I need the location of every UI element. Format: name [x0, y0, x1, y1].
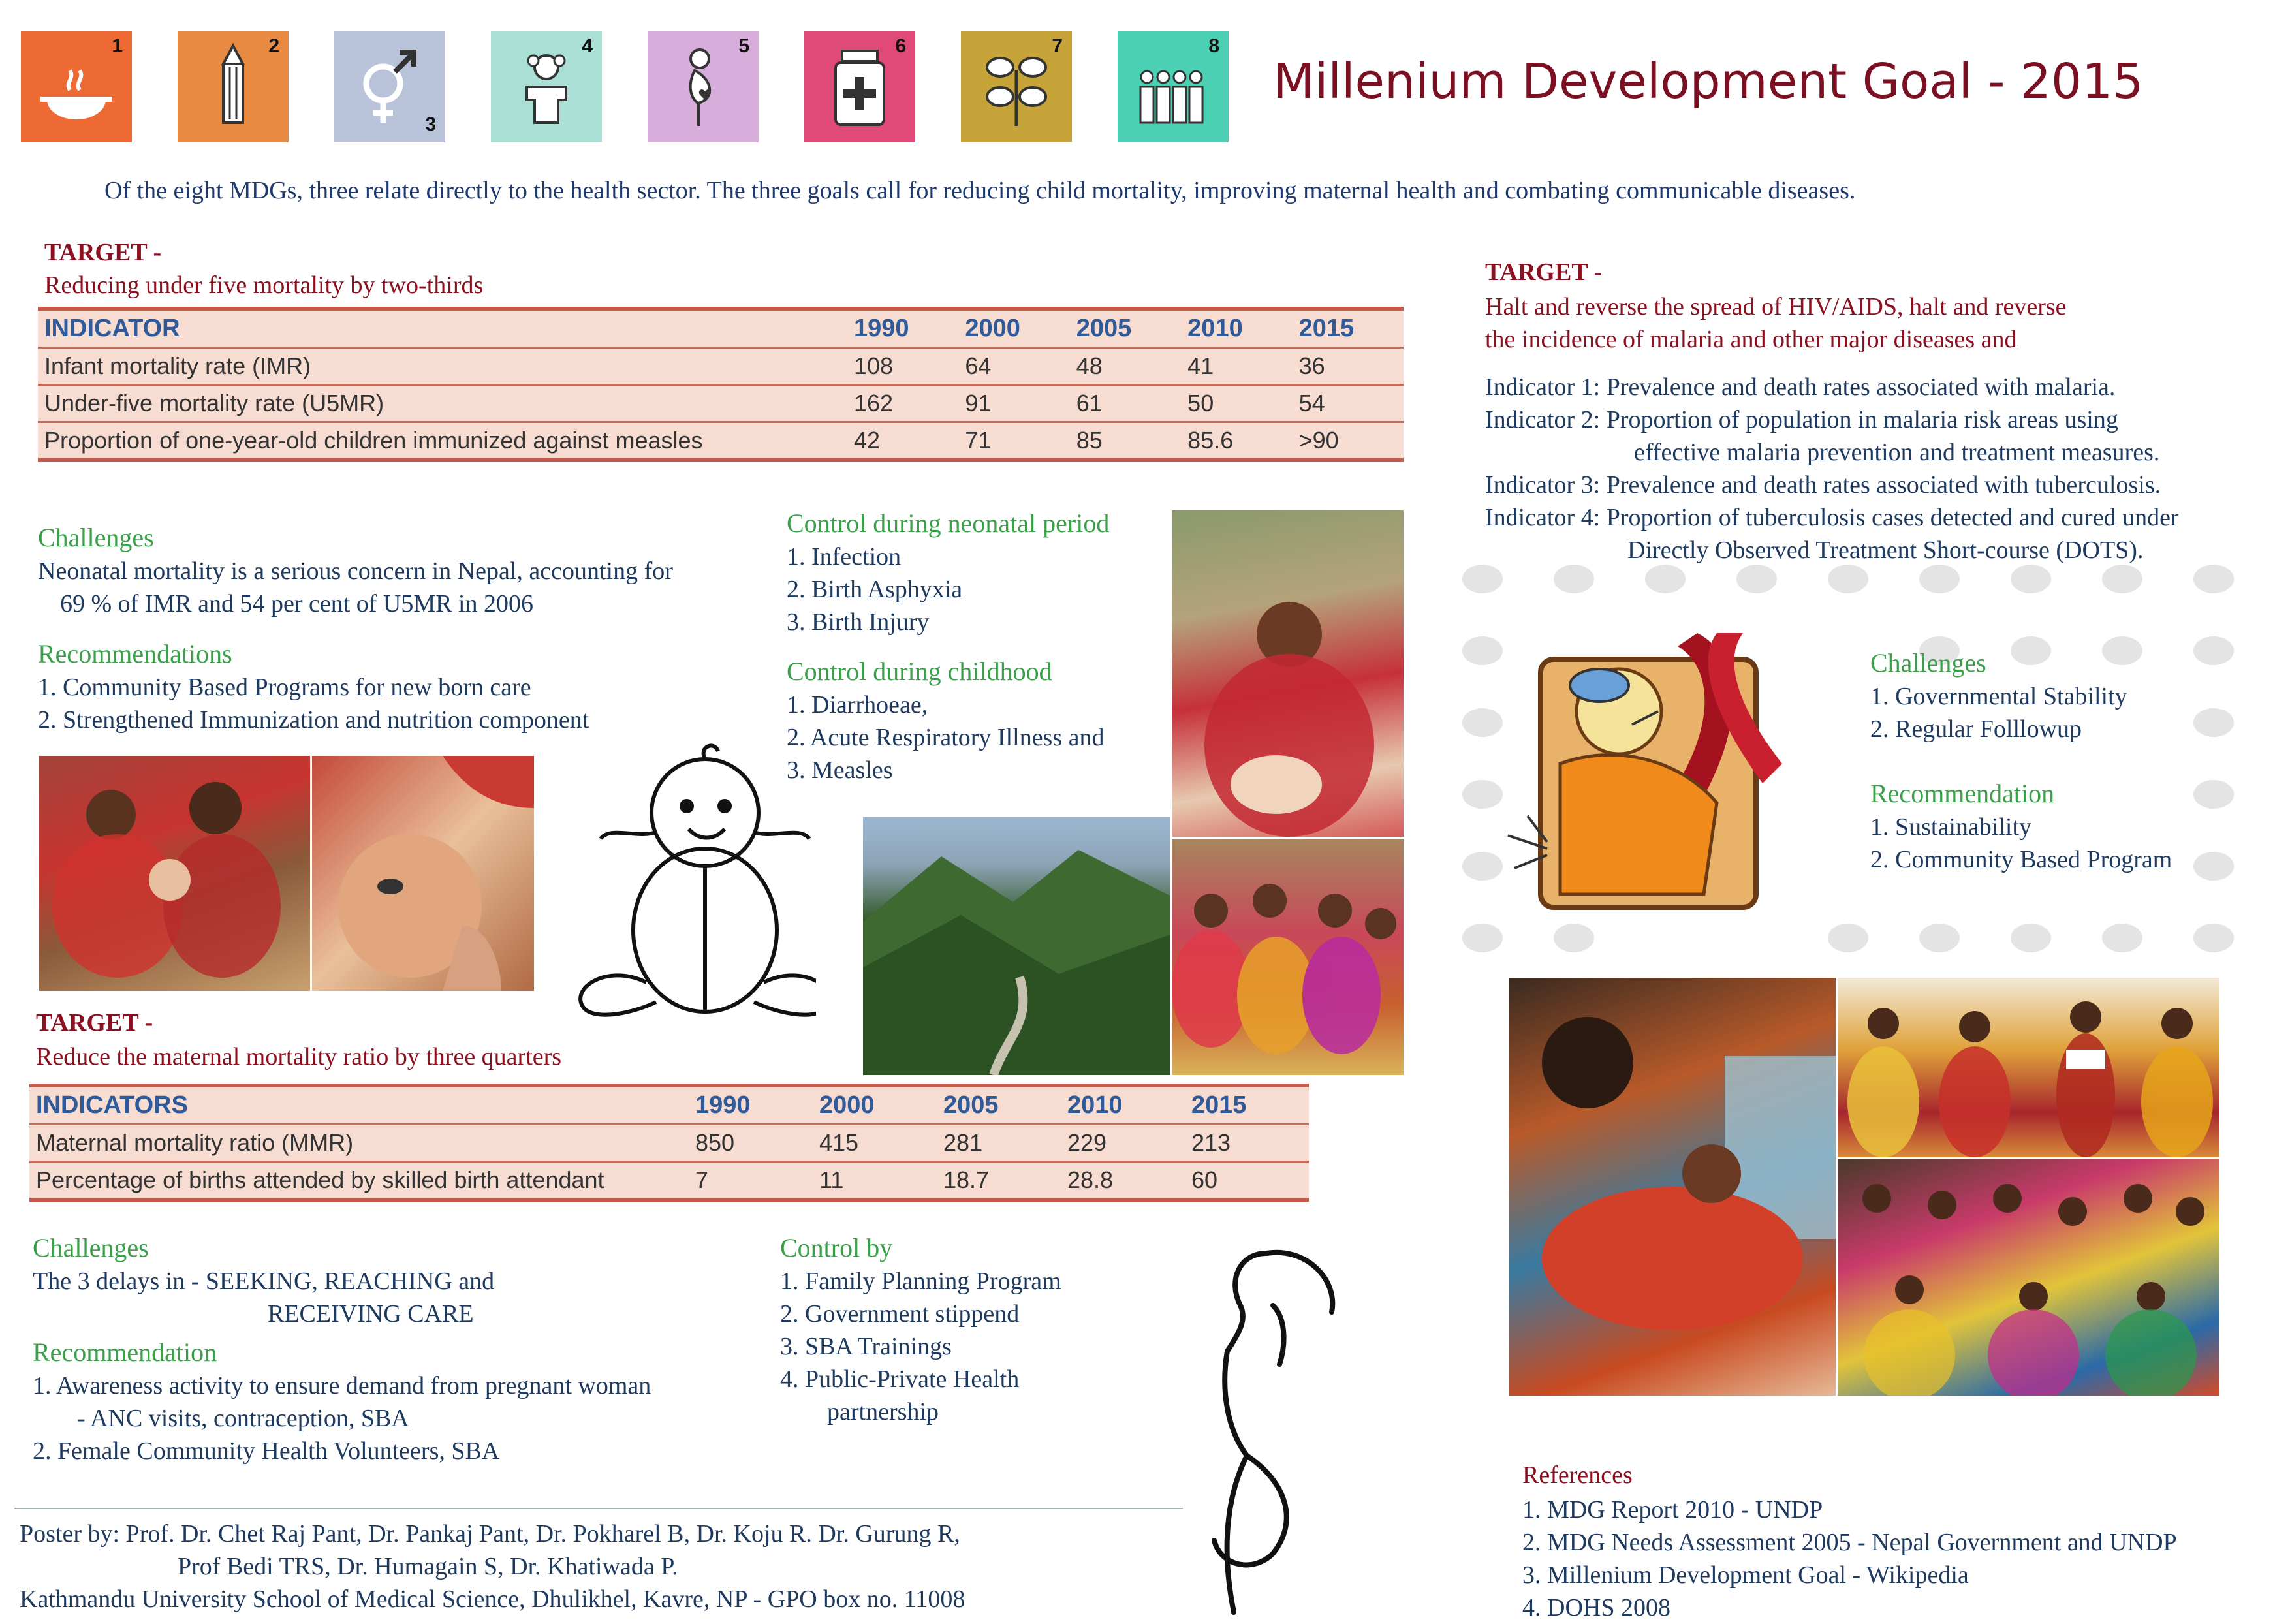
pregnant-woman-illustration	[1188, 1214, 1358, 1619]
table-cell: 41	[1181, 348, 1292, 385]
maternal-indicator-table	[29, 1084, 1309, 1202]
text-line: Neonatal mortality is a serious concern in Nepal, accounting for	[38, 557, 673, 585]
text-line: 69 % of IMR and 54 per cent of U5MR in 2006	[60, 590, 534, 617]
mdg-goal-8-icon	[1118, 31, 1229, 142]
table-cell: 71	[958, 422, 1069, 459]
mdg-goal-2-icon	[178, 31, 289, 142]
text-line: RECEIVING CARE	[268, 1300, 474, 1328]
table-header-cell: 2010	[1187, 315, 1243, 342]
list-item: 2. MDG Needs Assessment 2005 - Nepal Government and UNDP	[1522, 1529, 2177, 1556]
list-item: 1. Awareness activity to ensure demand from pregnant woman	[33, 1372, 651, 1399]
photo-community-gathering	[1838, 1159, 2219, 1396]
disease-target-label: TARGET -	[1485, 258, 1603, 286]
table-cell: 91	[958, 385, 1069, 422]
table-header-cell: 1990	[854, 315, 909, 342]
child-target-text: Reducing under five mortality by two-thirds	[44, 272, 484, 299]
mdg-goal-5-icon	[648, 31, 759, 142]
child-target-label: TARGET -	[44, 239, 162, 266]
list-item: 2. Female Community Health Volunteers, SBA	[33, 1437, 500, 1465]
table-cell: 213	[1185, 1125, 1309, 1162]
table-cell: 28.8	[1061, 1162, 1185, 1198]
table-row	[38, 422, 1404, 459]
intro-text: Of the eight MDGs, three relate directly to the health sector. The three goals call for reducing child mortality, improving maternal health and combating communicable diseases.	[104, 177, 1856, 204]
disease-challenges-heading: Challenges	[1870, 648, 1986, 678]
table-header-row	[38, 311, 1404, 348]
table-cell: 85	[1070, 422, 1181, 459]
maternal-recommendation-heading: Recommendation	[33, 1337, 217, 1367]
neonatal-list	[787, 540, 962, 638]
photo-mountain-valley	[863, 817, 1170, 1075]
photo-vaccination	[1172, 510, 1404, 837]
list-item: 1. Governmental Stability	[1870, 683, 2127, 710]
poster-credits	[20, 1518, 965, 1616]
table-cell: 108	[847, 348, 958, 385]
list-item: 3. Birth Injury	[787, 608, 930, 636]
mdg-goal-number: 8	[1208, 35, 1219, 57]
text-line: Halt and reverse the spread of HIV/AIDS, halt and reverse	[1485, 293, 2067, 320]
childhood-list	[787, 689, 1105, 787]
table-cell: 281	[937, 1125, 1061, 1162]
list-item: 3. Millenium Development Goal - Wikipedia	[1522, 1561, 1969, 1589]
table-cell: Under-five mortality rate (U5MR)	[38, 385, 847, 422]
mdg-goal-number: 3	[425, 114, 436, 135]
mdg-goal-6-icon	[804, 31, 915, 142]
child-indicator-table	[38, 307, 1404, 462]
mdg-goal-number: 5	[738, 35, 749, 57]
table-cell: 229	[1061, 1125, 1185, 1162]
text-line: Indicator 3: Prevalence and death rates associated with tuberculosis.	[1485, 471, 2161, 499]
childhood-heading: Control during childhood	[787, 657, 1052, 686]
table-header-cell: INDICATORS	[36, 1091, 188, 1119]
page-title: Millenium Development Goal - 2015	[1273, 54, 2144, 110]
table-bottom-rule	[38, 458, 1404, 462]
list-item: 1. Sustainability	[1870, 813, 2031, 841]
list-item: 3. Measles	[787, 757, 893, 784]
list-item: 2. Strengthened Immunization and nutrition component	[38, 706, 589, 734]
table-header-cell: INDICATOR	[44, 315, 180, 342]
maternal-target-text: Reduce the maternal mortality ratio by three quarters	[36, 1043, 562, 1070]
table-header-row	[29, 1087, 1309, 1125]
list-item: 2. Community Based Program	[1870, 846, 2172, 873]
table-cell: Maternal mortality ratio (MMR)	[29, 1125, 689, 1162]
maternal-challenges-heading: Challenges	[33, 1233, 149, 1262]
table-cell: 415	[813, 1125, 937, 1162]
maternal-control-list	[780, 1265, 1061, 1428]
text-line: Prof Bedi TRS, Dr. Humagain S, Dr. Khatiwada P.	[178, 1553, 678, 1580]
disease-recommendation-list	[1870, 811, 2172, 876]
list-item: - ANC visits, contraception, SBA	[77, 1405, 409, 1432]
table-cell: 50	[1181, 385, 1292, 422]
table-header-cell: 2000	[965, 315, 1020, 342]
table-header-cell: 2015	[1191, 1091, 1247, 1119]
table-row	[29, 1125, 1309, 1162]
table-cell: Proportion of one-year-old children immunized against measles	[38, 422, 847, 459]
photo-women-group	[1172, 839, 1404, 1075]
list-item: 1. MDG Report 2010 - UNDP	[1522, 1496, 1823, 1523]
list-item: partnership	[827, 1398, 939, 1426]
list-item: 3. SBA Trainings	[780, 1333, 952, 1360]
table-cell: 11	[813, 1162, 937, 1198]
sick-child-malaria-illustration	[1501, 620, 1828, 927]
text-line: Directly Observed Treatment Short-course (DOTS).	[1627, 537, 2144, 564]
table-cell: 54	[1293, 385, 1404, 422]
list-item: 1. Community Based Programs for new born care	[38, 674, 531, 701]
mdg-goal-number: 2	[268, 35, 279, 57]
photo-women-waiting	[1838, 978, 2219, 1157]
text-line: Indicator 2: Proportion of population in malaria risk areas using	[1485, 406, 2118, 433]
list-item: 2. Birth Asphyxia	[787, 576, 963, 603]
table-cell: 7	[689, 1162, 813, 1198]
table-cell: 42	[847, 422, 958, 459]
list-item: 1. Infection	[787, 543, 902, 570]
child-challenges-text	[38, 555, 673, 620]
table-header-cell: 2005	[1076, 315, 1132, 342]
maternal-challenges-text	[33, 1265, 494, 1330]
references-heading: References	[1522, 1461, 1633, 1489]
maternal-control-heading: Control by	[780, 1233, 893, 1262]
child-recommendations-list	[38, 671, 589, 736]
table-bottom-rule	[29, 1198, 1309, 1202]
mdg-goal-1-icon	[21, 31, 132, 142]
table-row	[38, 348, 1404, 385]
maternal-recommendation-list	[33, 1369, 651, 1467]
disease-recommendation-heading: Recommendation	[1870, 779, 2055, 808]
table-cell: 850	[689, 1125, 813, 1162]
photo-mother-child-clinic	[39, 756, 310, 991]
list-item: 2. Acute Respiratory Illness and	[787, 724, 1105, 751]
table-cell: 162	[847, 385, 958, 422]
footer-divider	[14, 1508, 1183, 1509]
table-cell: 48	[1070, 348, 1181, 385]
table-header-cell: 2015	[1298, 315, 1355, 342]
list-item: 2. Government stippend	[780, 1300, 1020, 1328]
child-recommendations-heading: Recommendations	[38, 639, 232, 668]
table-cell: Infant mortality rate (IMR)	[38, 348, 847, 385]
photo-child-vaccine-drops	[312, 756, 534, 991]
text-line: Kathmandu University School of Medical Science, Dhulikhel, Kavre, NP - GPO box no. 11008	[20, 1585, 965, 1613]
list-item: 4. DOHS 2008	[1522, 1594, 1670, 1621]
table-cell: 60	[1185, 1162, 1309, 1198]
disease-challenges-list	[1870, 680, 2127, 745]
text-line: Indicator 4: Proportion of tuberculosis cases detected and cured under	[1485, 504, 2179, 531]
table-cell: 64	[958, 348, 1069, 385]
list-item: 1. Family Planning Program	[780, 1268, 1061, 1295]
table-cell: Percentage of births attended by skilled birth attendant	[29, 1162, 689, 1198]
text-line: the incidence of malaria and other major diseases and	[1485, 326, 2017, 353]
disease-target-text	[1485, 290, 2067, 356]
mdg-goal-3-icon	[334, 31, 445, 142]
child-challenges-heading: Challenges	[38, 523, 154, 552]
text-line: effective malaria prevention and treatment measures.	[1634, 439, 2160, 466]
table-header-cell: 2000	[819, 1091, 875, 1119]
mdg-goal-4-icon	[491, 31, 602, 142]
disease-indicators	[1485, 371, 2179, 567]
baby-doodle-illustration	[542, 734, 816, 1028]
table-header-cell: 1990	[695, 1091, 751, 1119]
table-cell: 61	[1070, 385, 1181, 422]
mdg-goal-number: 7	[1052, 35, 1063, 57]
table-row	[29, 1162, 1309, 1198]
mdg-goal-number: 6	[895, 35, 906, 57]
maternal-target-label: TARGET -	[36, 1009, 153, 1037]
table-header-cell: 2010	[1067, 1091, 1123, 1119]
list-item: 4. Public-Private Health	[780, 1366, 1020, 1393]
table-cell: 36	[1293, 348, 1404, 385]
mdg-goal-7-icon	[961, 31, 1072, 142]
text-line: The 3 delays in - SEEKING, REACHING and	[33, 1268, 495, 1295]
table-cell: 18.7	[937, 1162, 1061, 1198]
list-item: 2. Regular Folllowup	[1870, 715, 2082, 743]
table-cell: >90	[1293, 422, 1404, 459]
list-item: 1. Diarrhoeae,	[787, 691, 928, 719]
mdg-goal-number: 4	[582, 35, 593, 57]
table-header-cell: 2005	[943, 1091, 999, 1119]
text-line: Poster by: Prof. Dr. Chet Raj Pant, Dr. Pankaj Pant, Dr. Pokharel B, Dr. Koju R. Dr. Gurung R,	[20, 1520, 960, 1548]
photo-prenatal-checkup	[1509, 978, 1836, 1396]
text-line: Indicator 1: Prevalence and death rates associated with malaria.	[1485, 373, 2116, 401]
table-row	[38, 385, 1404, 422]
mdg-goal-number: 1	[112, 35, 123, 57]
neonatal-heading: Control during neonatal period	[787, 508, 1110, 538]
table-cell: 85.6	[1181, 422, 1292, 459]
references-list	[1522, 1493, 2177, 1624]
